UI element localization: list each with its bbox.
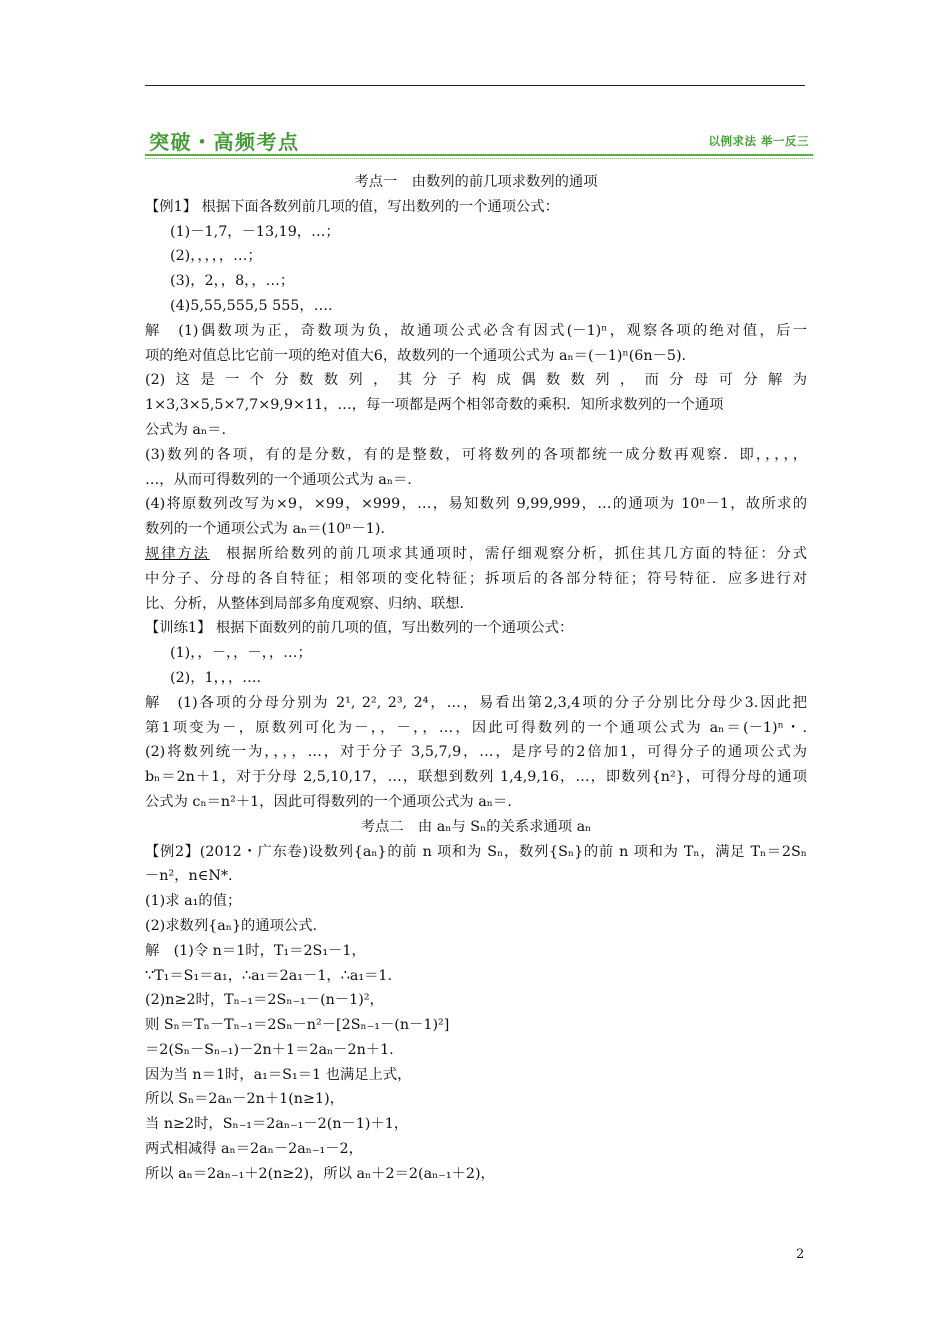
text-line: 两式相减得 aₙ＝2aₙ－2aₙ₋₁－2， (145, 1141, 363, 1158)
text-line: 解 (1)各项的分母分别为 2¹, 2², 2³, 2⁴，…，易看出第2,3,4项的分子分别比分母少3.因此把 (145, 694, 807, 711)
text-line: ＝2(Sₙ－Sₙ₋₁)－2n＋1＝2aₙ－2n＋1. (145, 1041, 394, 1058)
text-line: 公式为 cₙ＝n²＋1，因此可得数列的一个通项公式为 aₙ＝. (145, 793, 512, 810)
section-banner (145, 126, 813, 160)
text-line: －n²，n∈N*. (145, 868, 233, 885)
text-line: 因为当 n＝1时，a₁＝S₁＝1 也满足上式， (145, 1066, 412, 1083)
text-line: 【例2】(2012・广东卷)设数列{aₙ}的前 n 项和为 Sₙ，数列{Sₙ}的前 n 项和为 Tₙ，满足 Tₙ＝2Sₙ (145, 843, 807, 860)
text-line: 所以 Sₙ＝2aₙ－2n＋1(n≥1)， (145, 1091, 344, 1108)
text-line: (2)n≥2时，Tₙ₋₁＝2Sₙ₋₁－(n－1)²， (145, 992, 384, 1009)
text-line: 解 (1)令 n＝1时，T₁＝2S₁－1， (145, 942, 366, 959)
text-line: bₙ＝2n＋1，对于分母 2,5,10,17，…，联想到数列 1,4,9,16，…，即数列{n²}，可得分母的通项 (145, 769, 807, 786)
banner-dotted-line (145, 158, 813, 159)
text-line-rest: 根据所给数列的前几项求其通项时，需仔细观察分析，抓住其几方面的特征：分式 (209, 545, 807, 562)
text-line: 第1项变为－，原数列可化为－，，－，，…，因此可得数列的一个通项公式为 aₙ＝(－1)ⁿ・. (145, 719, 807, 736)
text-line: 项的绝对值总比它前一项的绝对值大6，故数列的一个通项公式为 aₙ＝(－1)ⁿ(6n－5)． (145, 347, 696, 364)
text-line: (2)求数列{aₙ}的通项公式. (145, 917, 318, 934)
text-line: 【例1】 根据下面各数列前几项的值，写出数列的一个通项公式： (145, 198, 559, 215)
text-line: (4)将原数列改写为×9，×99，×999，…，易知数列 9,99,999，…的通项为 10ⁿ－1，故所求的 (145, 496, 807, 513)
text-line: (2)这是一个分数数列，其分子构成偶数数列，而分母可分解为 (145, 372, 807, 389)
banner-underline (145, 154, 813, 156)
text-line: (2)，1，，，…. (170, 669, 262, 686)
banner-tagline: 以例求法 举一反三 (708, 134, 809, 148)
text-line: 所以 aₙ＝2aₙ₋₁＋2(n≥2)，所以 aₙ＋2＝2(aₙ₋₁＋2)， (145, 1165, 495, 1182)
text-line: (2)，，，，，…； (170, 248, 262, 265)
text-line: 则 Sₙ＝Tₙ－Tₙ₋₁＝2Sₙ－n²－[2Sₙ₋₁－(n－1)²] (145, 1017, 450, 1034)
text-line: 考点二 由 aₙ与 Sₙ的关系求通项 aₙ (360, 818, 592, 835)
text-line: 中分子、分母的各自特征；相邻项的变化特征；拆项后的各部分特征；符号特征．应多进行对 (145, 570, 807, 587)
text-line: 1×3,3×5,5×7,7×9,9×11，…，每一项都是两个相邻奇数的乘积．知所求数列的一个通项 (145, 397, 724, 414)
text-line: (3)数列的各项，有的是分数，有的是整数，可将数列的各项都统一成分数再观察．即，，，，， (145, 446, 807, 463)
text-line: 解 (1)偶数项为正，奇数项为负，故通项公式必含有因式(－1)ⁿ，观察各项的绝对值，后一 (145, 322, 807, 339)
text-line (145, 542, 807, 567)
banner-title: 突破・高频考点 (149, 130, 300, 154)
text-line: …，从而可得数列的一个通项公式为 aₙ＝. (145, 471, 412, 488)
text-line: 公式为 aₙ＝. (145, 421, 226, 438)
method-label: 规律方法 (145, 545, 210, 562)
text-line: 数列的一个通项公式为 aₙ＝(10ⁿ－1)． (145, 521, 395, 538)
text-line: ∵T₁＝S₁＝a₁，∴a₁＝2a₁－1，∴a₁＝1. (145, 967, 393, 984)
page-number: 2 (796, 1247, 805, 1262)
document-body (145, 170, 807, 1187)
text-line: 当 n≥2时，Sₙ₋₁＝2aₙ₋₁－2(n－1)＋1， (145, 1116, 409, 1133)
text-line: (1)求 a₁的值； (145, 893, 242, 910)
text-line: 【训练1】 根据下面数列的前几项的值，写出数列的一个通项公式： (145, 620, 574, 637)
text-line: (1)，，－，，－，，…； (170, 645, 312, 662)
text-line: (1)－1,7，－13,19，…； (170, 223, 340, 240)
text-line: 考点一 由数列的前几项求数列的通项 (354, 174, 598, 190)
text-line: (3)，2，，8，，…； (170, 273, 295, 290)
text-line: (2)将数列统一为，，，，…，对于分子 3,5,7,9，…，是序号的2倍加1，可得分子的通项公式为 (145, 744, 807, 761)
text-line: (4)5,55,555,5 555，…. (170, 297, 333, 314)
header-rule (145, 85, 805, 86)
text-line: 比、分析，从整体到局部多角度观察、归纳、联想． (145, 595, 474, 612)
